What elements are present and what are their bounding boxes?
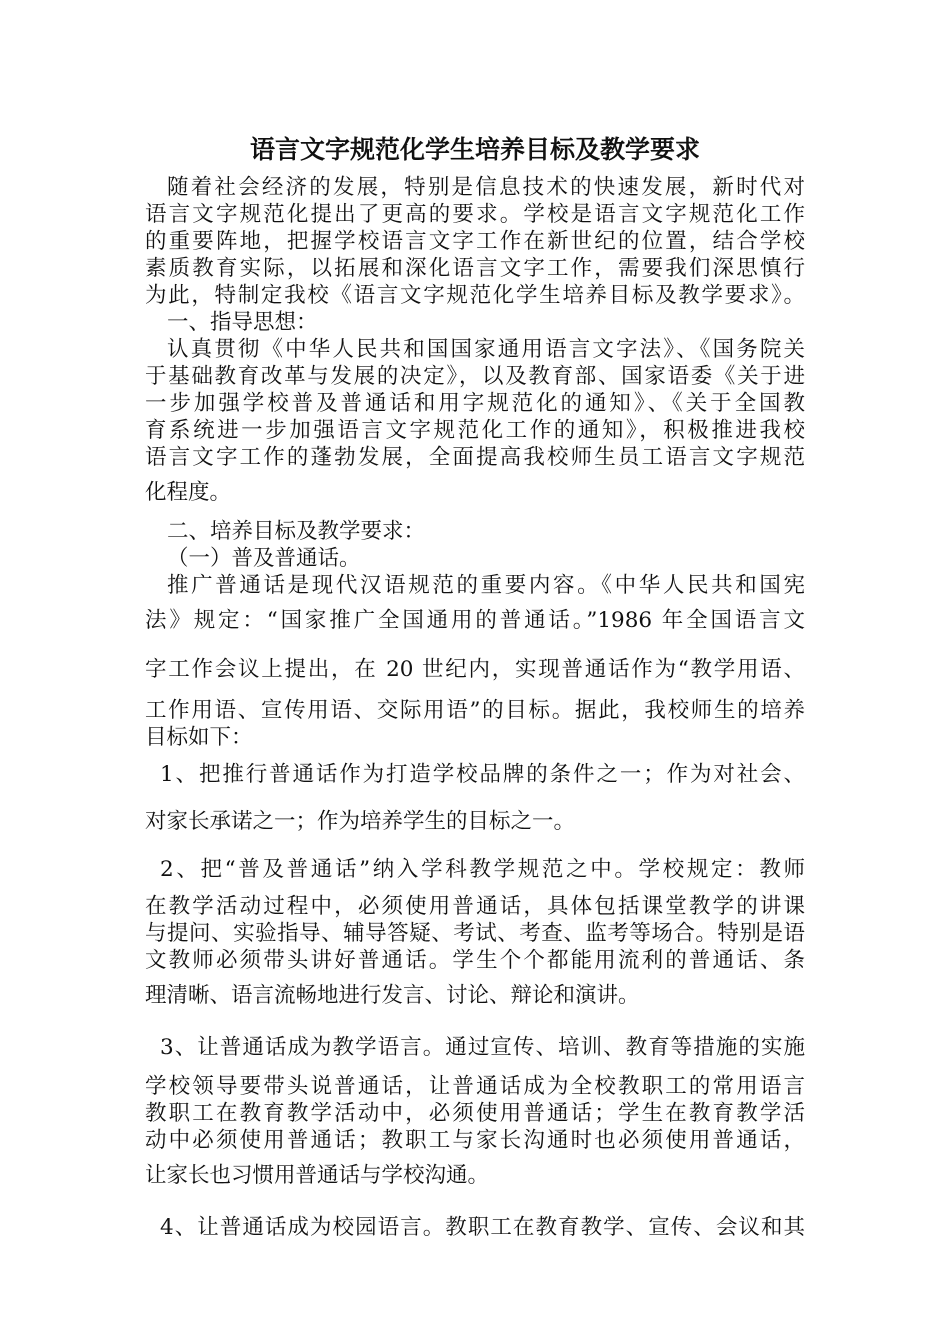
paragraph-line: 教职工在教育教学活动中，必须使用普通话；学生在教育教学活 <box>145 1101 805 1126</box>
paragraph-line: 随着社会经济的发展，特别是信息技术的快速发展，新时代对 <box>167 175 805 200</box>
section-heading: 二、培养目标及教学要求： <box>167 519 426 544</box>
paragraph-line: 理清晰、语言流畅地进行发言、讨论、辩论和演讲。 <box>145 983 640 1008</box>
paragraph-line: 素质教育实际，以拓展和深化语言文字工作，需要我们深思慎行 <box>145 256 805 281</box>
paragraph-line: 语言文字工作的蓬勃发展，全面提高我校师生员工语言文字规范 <box>145 445 805 470</box>
paragraph-line: 法》规定：“国家推广全国通用的普通话。”1986 年全国语言文 <box>145 608 805 633</box>
paragraph-line: 育系统进一步加强语言文字规范化工作的通知》，积极推进我校 <box>145 418 805 443</box>
section-heading: 一、指导思想： <box>167 310 318 335</box>
list-item-line: 1、把推行普通话作为打造学校品牌的条件之一；作为对社会、 <box>160 762 805 787</box>
list-item-line: 对家长承诺之一；作为培养学生的目标之一。 <box>145 809 576 834</box>
paragraph-line: 化程度。 <box>145 480 232 505</box>
paragraph-line: 文教师必须带头讲好普通话。学生个个都能用流利的普通话、条 <box>145 948 805 973</box>
paragraph-line: 推广普通话是现代汉语规范的重要内容。《中华人民共和国宪 <box>167 573 805 598</box>
paragraph-line: 字工作会议上提出，在 20 世纪内，实现普通话作为“教学用语、 <box>145 657 805 682</box>
list-item-line: 2、把“普及普通话”纳入学科教学规范之中。学校规定：教师 <box>160 857 805 882</box>
paragraph-line: 工作用语、宣传用语、交际用语”的目标。据此，我校师生的培养 <box>145 698 805 723</box>
paragraph-line: 在教学活动过程中，必须使用普通话，具体包括课堂教学的讲课 <box>145 894 805 919</box>
list-item-line: 3、让普通话成为教学语言。通过宣传、培训、教育等措施的实施 <box>160 1035 805 1060</box>
paragraph-line: 于基础教育改革与发展的决定》，以及教育部、国家语委《关于进 <box>145 364 805 389</box>
paragraph-line: 为此，特制定我校《语言文字规范化学生培养目标及教学要求》。 <box>145 283 805 308</box>
paragraph-line: 让家长也习惯用普通话与学校沟通。 <box>145 1163 490 1188</box>
document-title: 语言文字规范化学生培养目标及教学要求 <box>249 135 700 164</box>
paragraph-line: 的重要阵地，把握学校语言文字工作在新世纪的位置，结合学校 <box>145 229 805 254</box>
list-item-line: 4、让普通话成为校园语言。教职工在教育教学、宣传、会议和其 <box>160 1215 805 1240</box>
paragraph-line: 认真贯彻《中华人民共和国国家通用语言文字法》、《国务院关 <box>167 337 805 362</box>
subsection-heading: （一）普及普通话。 <box>167 546 361 571</box>
paragraph-line: 学校领导要带头说普通话，让普通话成为全校教职工的常用语言 <box>145 1074 805 1099</box>
paragraph-line: 一步加强学校普及普通话和用字规范化的通知》、《关于全国教 <box>145 391 805 416</box>
paragraph-line: 语言文字规范化提出了更高的要求。学校是语言文字规范化工作 <box>145 202 805 227</box>
paragraph-line: 目标如下： <box>145 725 253 750</box>
paragraph-line: 与提问、实验指导、辅导答疑、考试、考查、监考等场合。特别是语 <box>145 921 805 946</box>
paragraph-line: 动中必须使用普通话；教职工与家长沟通时也必须使用普通话， <box>145 1128 805 1153</box>
